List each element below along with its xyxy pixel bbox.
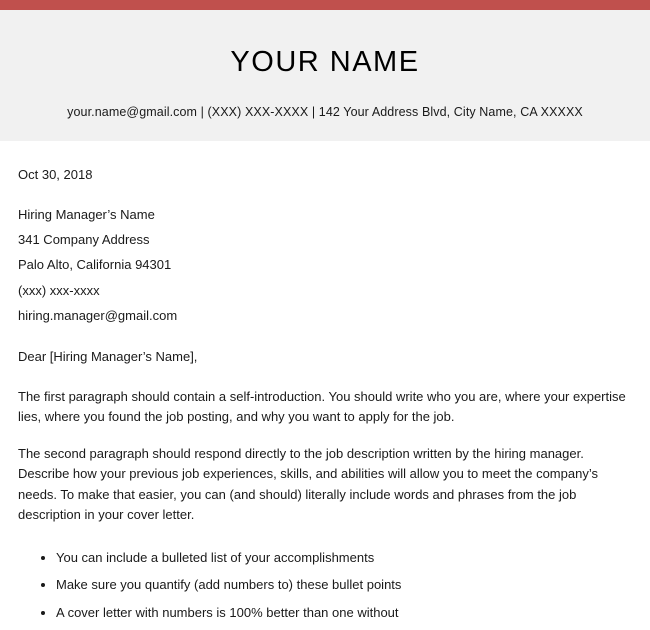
recipient-line: hiring.manager@gmail.com — [18, 307, 178, 323]
letter-body — [0, 141, 650, 622]
page-title: YOUR NAME — [230, 46, 420, 78]
list-item: • You can include a bulleted list of your accomplishments — [56, 548, 632, 568]
list-item: • A cover letter with numbers is 100% better than one without — [56, 603, 632, 623]
accent-bar — [0, 0, 650, 10]
salutation: Dear [Hiring Manager’s Name], — [18, 348, 198, 364]
recipient-line: 341 Company Address — [18, 232, 150, 248]
contact-info: your.name@gmail.com | (XXX) XXX-XXXX | 142 Your Address Blvd, City Name, CA XXXXX — [67, 105, 583, 119]
letter-date: Oct 30, 2018 — [18, 167, 93, 182]
letter-header — [0, 10, 650, 141]
recipient-block — [18, 205, 632, 326]
list-item: • Make sure you quantify (add numbers to) these bullet points — [56, 575, 632, 595]
accomplishments-list — [18, 548, 632, 623]
recipient-line: (xxx) xxx-xxxx — [18, 282, 100, 298]
recipient-line: Palo Alto, California 94301 — [18, 257, 172, 273]
paragraph-2: The second paragraph should respond directly to the job description written by the hiring manager. Describe how your previous job experiences, skills, and abilities will allow you to meet the company’s needs. To make that easier, you can (and should) literally include words and phrases from the job description in your cover letter. — [18, 446, 598, 522]
paragraph-1: The first paragraph should contain a self-introduction. You should write who you are, where your expertise lies, where you found the job posting, and why you want to apply for the job. — [18, 388, 626, 425]
recipient-line: Hiring Manager’s Name — [18, 207, 155, 223]
